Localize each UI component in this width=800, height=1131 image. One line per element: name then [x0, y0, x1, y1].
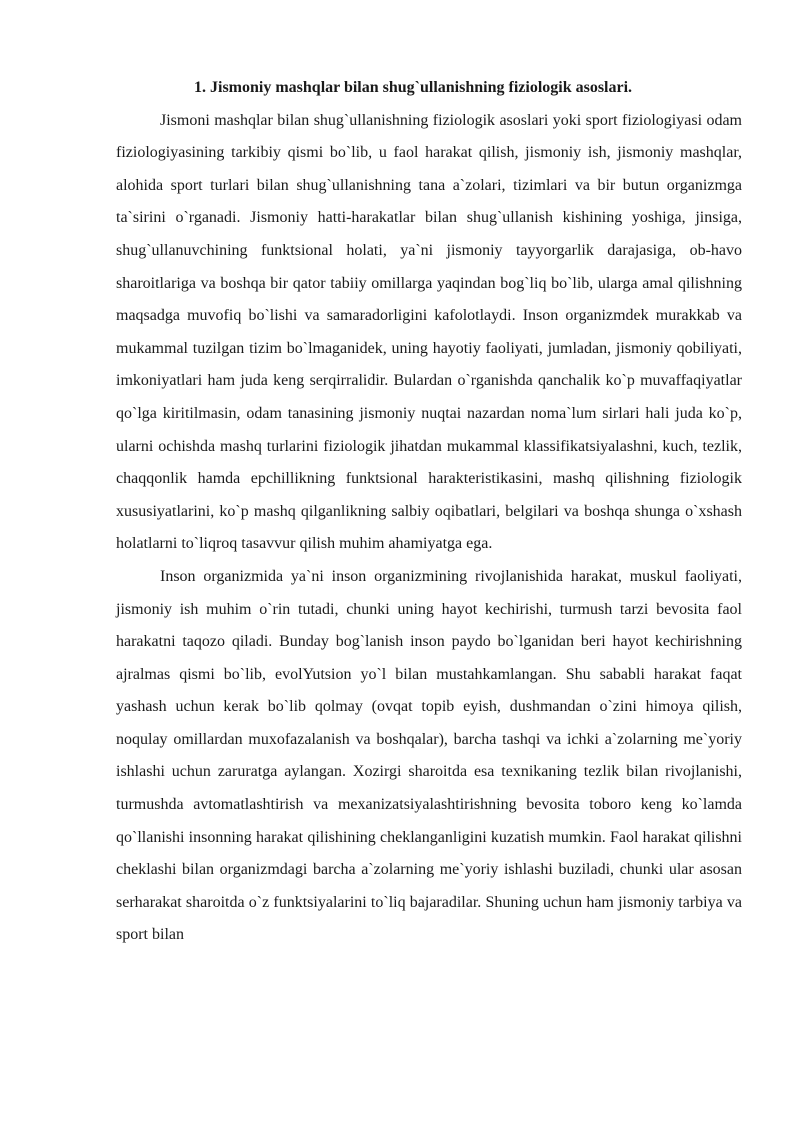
paragraph-1: Jismoni mashqlar bilan shug`ullanishning fiziologik asoslari yoki sport fiziologiyasi odam fiziologiyasining tarkibiy qismi bo`lib, u faol harakat qilish, jismoniy ish, jismoniy mashqlar, alohida sport turlari bilan shug`ullanishning tana a`zolari, tizimlari va bir butun organizmga ta`sirini o`rganadi. Jismoniy hatti-harakatlar bilan shug`ullanish kishining yoshiga, jinsiga, shug`ullanuvchining funktsional holati, ya`ni jismoniy tayyorgarlik darajasiga, ob-havo sharoitlariga va boshqa bir qator tabiiy omillarga yaqindan bog`liq bo`lib, ularga amal qilishning maqsadga muvofiq bo`lishi va samaradorligini kafolotlaydi. Inson organizmdek murakkab va mukammal tuzilgan tizim bo`lmaganidek, uning hayotiy faoliyati, jumladan, jismoniy qobiliyati, imkoniyatlari ham juda keng serqirralidir. Bulardan o`rganishda qanchalik ko`p muvaffaqiyatlar qo`lga kiritilmasin, odam tanasining jismoniy nuqtai nazardan noma`lum sirlari hali juda ko`p, ularni ochishda mashq turlarini fiziologik jihatdan mukammal klassifikatsiyalashni, kuch, tezlik, chaqqonlik hamda epchillikning funktsional harakteristikasini, mashq qilishning fiziologik xususiyatlarini, ko`p mashq qilganlikning salbiy oqibatlari, belgilari va boshqa shunga o`xshash holatlarni to`liqroq tasavvur qilish muhim ahamiyatga ega. — [116, 111, 742, 553]
paragraph-2: Inson organizmida ya`ni inson organizmining rivojlanishida harakat, muskul faoliyati, jismoniy ish muhim o`rin tutadi, chunki uning hayot kechirishi, turmush tarzi bevosita faol harakatni taqozo qiladi. Bunday bog`lanish inson paydo bo`lganidan beri hayot kechirishning ajralmas qismi bo`lib, evolYutsion yo`l bilan mustahkamlangan. Shu sababli harakat faqat yashash uchun kerak bo`lib qolmay (ovqat topib eyish, dushmandan o`zini himoya qilish, noqulay omillardan muxofazalanish va boshqalar), barcha tashqi va ichki a`zolarning me`yoriy ishlashi uchun zaruratga aylangan. Xozirgi sharoitda esa texnikaning tezlik bilan rivojlanishi, turmushda avtomatlashtirish va mexanizatsiyalashtirishning bevosita toboro keng ko`lamda qo`llanishi insonning harakat qilishining cheklanganligini kuzatish mumkin. Faol harakat qilishni cheklashi bilan organizmdagi barcha a`zolarning me`yoriy ishlashi buziladi, chunki ular asosan serharakat sharoitda o`z funktsiyalarini to`liq bajaradilar. Shuning uchun ham jismoniy tarbiya va sport bilan — [116, 567, 742, 944]
section-title: 1. Jismoniy mashqlar bilan shug`ullanishning fiziologik asoslari. — [194, 79, 633, 96]
